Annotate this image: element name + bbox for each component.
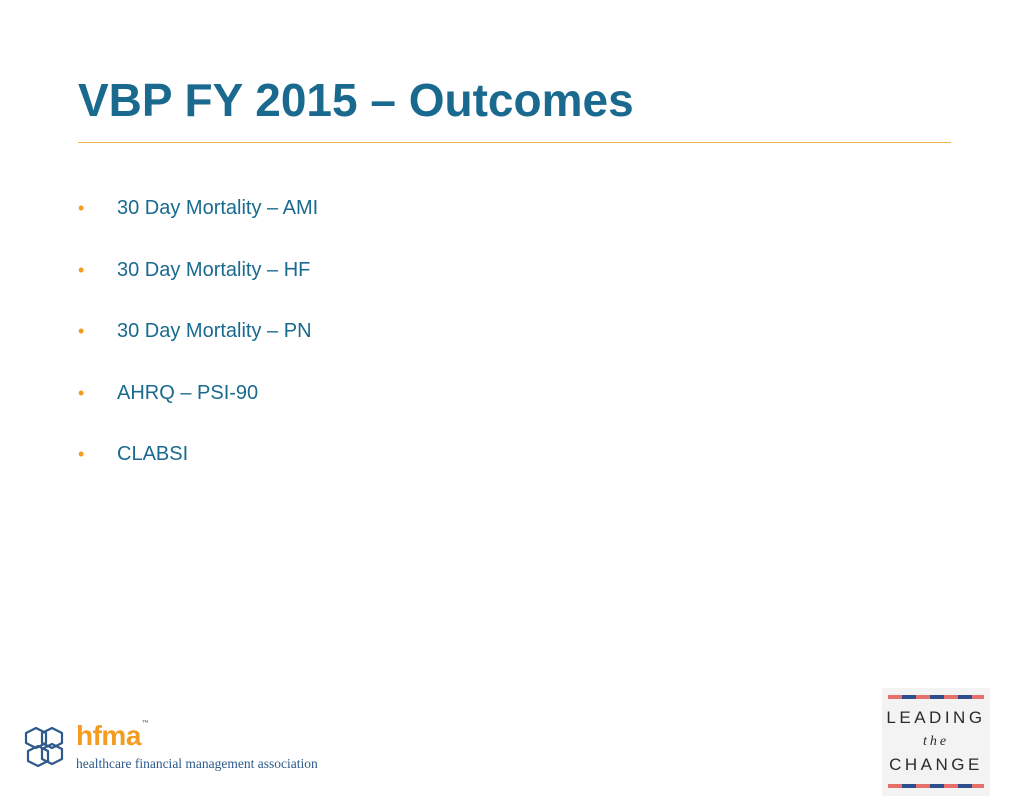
bullet-text: 30 Day Mortality – HF: [117, 258, 311, 281]
bullet-text: AHRQ – PSI-90: [117, 381, 259, 404]
bullet-text: CLABSI: [117, 443, 189, 466]
bullet-item: [78, 424, 318, 486]
title-divider: [78, 142, 951, 143]
leading-the-change-logo: [882, 688, 990, 796]
bullet-item: [78, 301, 318, 363]
hfma-cube-icon: [22, 724, 68, 770]
bullet-list: [78, 178, 318, 486]
logo-line-the: the: [922, 734, 950, 749]
slide-title: VBP FY 2015 – Outcomes: [78, 74, 634, 126]
bullet-item: [78, 363, 318, 425]
logo-line-change: CHANGE: [889, 755, 983, 774]
bullet-dot-icon: •: [78, 321, 85, 342]
trademark-symbol: ™: [141, 720, 149, 727]
bullet-dot-icon: •: [78, 259, 85, 280]
logo-line-leading: LEADING: [886, 708, 986, 727]
bullet-dot-icon: •: [78, 198, 85, 219]
logo-stripe-top: [888, 695, 984, 699]
hfma-logo: [22, 722, 330, 774]
logo-stripe-bottom: [888, 784, 984, 788]
bullet-dot-icon: •: [78, 444, 85, 465]
bullet-item: [78, 240, 318, 302]
hfma-tagline: healthcare financial management association: [76, 756, 318, 771]
bullet-text: 30 Day Mortality – PN: [117, 320, 312, 343]
bullet-item: [78, 178, 318, 240]
bullet-dot-icon: •: [78, 382, 85, 403]
bullet-text: 30 Day Mortality – AMI: [117, 197, 319, 220]
hfma-wordmark: hfma™: [76, 720, 149, 751]
